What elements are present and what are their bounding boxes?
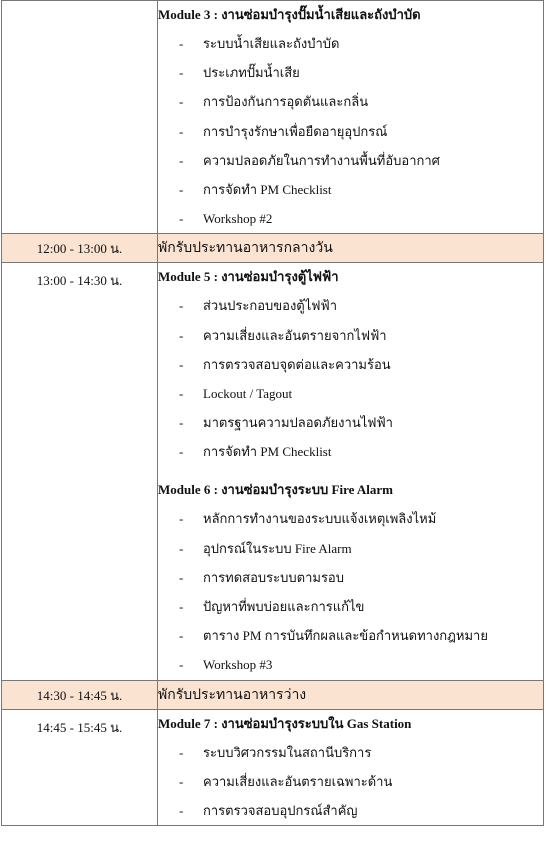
list-item	[158, 379, 543, 408]
session-row	[2, 709, 544, 826]
list-item	[158, 738, 543, 767]
topic-text: Lockout / Tagout	[203, 385, 293, 401]
list-item	[158, 117, 543, 146]
time-cell	[2, 263, 158, 680]
list-item	[158, 146, 543, 175]
topic-text: การทดสอบระบบตามรอบ	[203, 569, 344, 585]
topic-text: ตาราง PM การบันทึกผลและข้อกำหนดทางกฎหมาย	[203, 628, 488, 644]
topic-text: ระบบวิศวกรรมในสถานีบริการ	[203, 744, 372, 760]
topic-text: ความเสี่ยงและอันตรายจากไฟฟ้า	[203, 327, 387, 343]
bullet-dash: -	[179, 569, 184, 585]
bullet-dash: -	[179, 211, 184, 227]
list-item	[158, 621, 543, 650]
schedule-table	[1, 0, 544, 826]
module-title: Module 7 : งานซ่อมบำรุงระบบใน Gas Station	[158, 715, 412, 731]
break-label: พักรับประทานอาหารว่าง	[158, 687, 307, 703]
module-title: Module 6 : งานซ่อมบำรุงระบบ Fire Alarm	[158, 482, 394, 498]
break-label: พักรับประทานอาหารกลางวัน	[158, 241, 333, 257]
topic-text: การจัดทำ PM Checklist	[203, 181, 332, 197]
content-cell	[158, 680, 544, 709]
bullet-dash: -	[179, 744, 184, 760]
topic-text: หลักการทำงานของระบบแจ้งเหตุเพลิงไหม้	[203, 511, 437, 527]
module-topic-list	[158, 738, 543, 826]
content-cell	[158, 234, 544, 263]
topic-text: ประเภทปั๊มน้ำเสีย	[203, 65, 300, 81]
topic-text: Workshop #3	[203, 657, 273, 673]
bullet-dash: -	[179, 628, 184, 644]
module-title: Module 3 : งานซ่อมบำรุงปั๊มน้ำเสียและถังบำบัด	[158, 7, 421, 22]
list-item	[158, 534, 543, 563]
content-cell	[158, 1, 544, 234]
bullet-dash: -	[179, 65, 184, 81]
time-label	[2, 1, 157, 8]
break-row	[2, 234, 544, 263]
topic-text: ความเสี่ยงและอันตรายเฉพาะด้าน	[203, 773, 393, 789]
list-item	[158, 767, 543, 796]
time-label: 12:00 - 13:00 น.	[36, 241, 123, 257]
bullet-dash: -	[179, 802, 184, 818]
topic-text: การตรวจสอบอุปกรณ์สำคัญ	[203, 802, 358, 818]
bullet-dash: -	[179, 298, 184, 314]
topic-text: ปัญหาที่พบบ่อยและการแก้ไข	[203, 599, 365, 614]
list-item	[158, 796, 543, 825]
content-cell	[158, 263, 544, 680]
bullet-dash: -	[179, 356, 184, 372]
bullet-dash: -	[179, 599, 184, 614]
list-item	[158, 204, 543, 233]
bullet-dash: -	[179, 540, 184, 556]
list-item	[158, 504, 543, 533]
topic-text: การป้องกันการอุดตันและกลิ่น	[203, 94, 369, 110]
bullet-dash: -	[179, 511, 184, 527]
bullet-dash: -	[179, 94, 184, 110]
topic-text: มาตรฐานความปลอดภัยงานไฟฟ้า	[203, 415, 393, 431]
module-topic-list	[158, 29, 543, 233]
bullet-dash: -	[179, 36, 184, 51]
topic-text: ความปลอดภัยในการทำงานพื้นที่อับอากาศ	[203, 152, 440, 168]
time-cell	[2, 709, 158, 826]
bullet-dash: -	[179, 327, 184, 343]
topic-text: การจัดทำ PM Checklist	[203, 444, 332, 460]
list-item	[158, 87, 543, 116]
list-item	[158, 592, 543, 621]
break-row	[2, 680, 544, 709]
list-item	[158, 175, 543, 204]
bullet-dash: -	[179, 657, 184, 673]
time-cell	[2, 234, 158, 263]
time-label: 14:30 - 14:45 น.	[36, 687, 123, 703]
time-label: 13:00 - 14:30 น.	[36, 273, 123, 289]
bullet-dash: -	[179, 444, 184, 460]
list-item	[158, 563, 543, 592]
module-spacer	[158, 466, 543, 476]
module-topic-list	[158, 504, 543, 679]
list-item	[158, 29, 543, 58]
bullet-dash: -	[179, 123, 184, 139]
topic-text: ระบบน้ำเสียและถังบำบัด	[203, 36, 340, 51]
module-topic-list	[158, 291, 543, 466]
topic-text: การตรวจสอบจุดต่อและความร้อน	[203, 356, 391, 372]
session-row	[2, 1, 544, 234]
list-item	[158, 408, 543, 437]
list-item	[158, 58, 543, 87]
list-item	[158, 291, 543, 320]
topic-text: Workshop #2	[203, 211, 273, 227]
list-item	[158, 650, 543, 679]
bullet-dash: -	[179, 385, 184, 401]
time-cell	[2, 680, 158, 709]
bullet-dash: -	[179, 181, 184, 197]
list-item	[158, 321, 543, 350]
session-row	[2, 263, 544, 680]
topic-text: การบำรุงรักษาเพื่อยืดอายุอุปกรณ์	[203, 123, 388, 139]
bullet-dash: -	[179, 773, 184, 789]
schedule-body	[2, 1, 544, 826]
bullet-dash: -	[179, 152, 184, 168]
time-cell	[2, 1, 158, 234]
list-item	[158, 350, 543, 379]
module-title: Module 5 : งานซ่อมบำรุงตู้ไฟฟ้า	[158, 269, 339, 285]
topic-text: ส่วนประกอบของตู้ไฟฟ้า	[203, 298, 337, 314]
bullet-dash: -	[179, 415, 184, 431]
topic-text: อุปกรณ์ในระบบ Fire Alarm	[203, 540, 352, 556]
time-label: 14:45 - 15:45 น.	[36, 719, 123, 735]
content-cell	[158, 709, 544, 826]
list-item	[158, 437, 543, 466]
